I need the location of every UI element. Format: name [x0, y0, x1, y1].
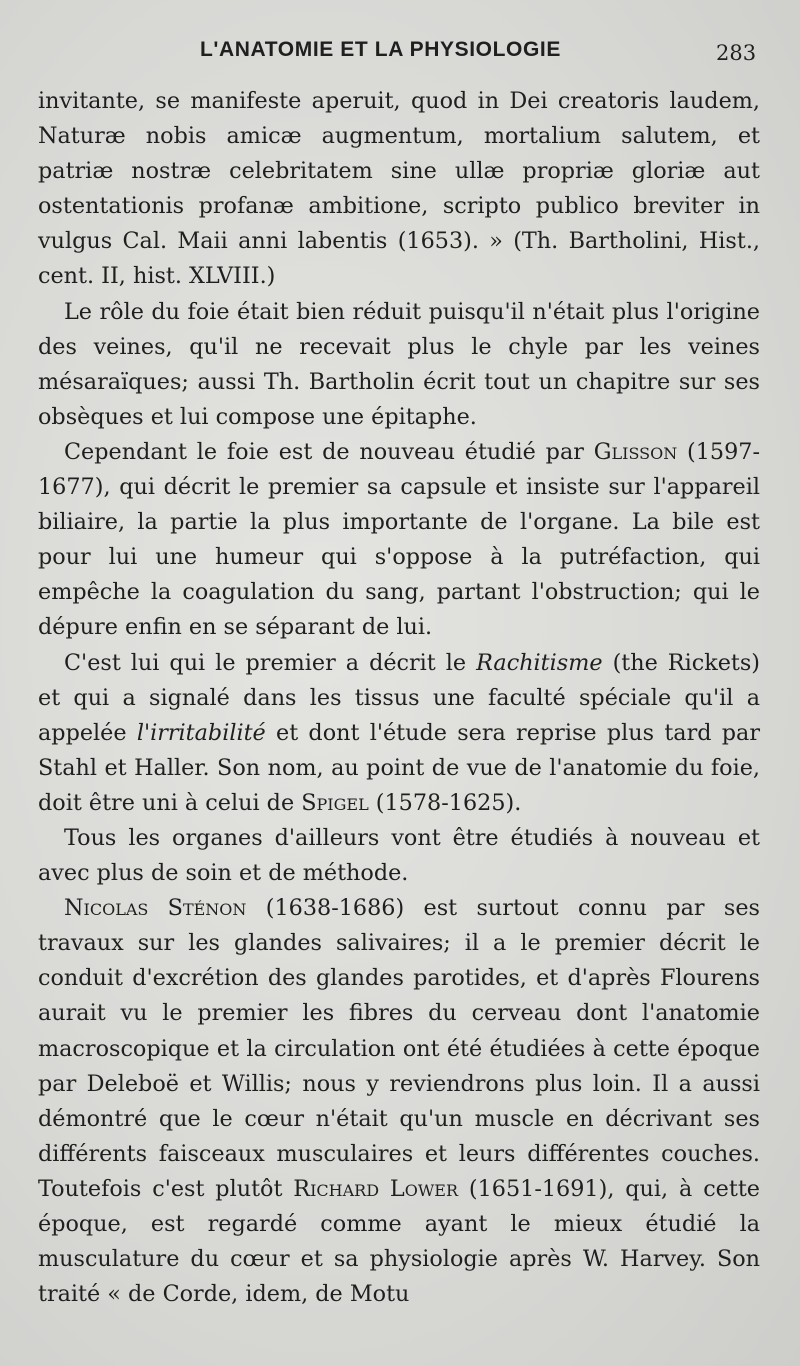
body-text — [38, 84, 760, 1312]
paragraph-4-text-a: C'est lui qui le premier a décrit le — [64, 649, 477, 676]
paragraph-4 — [38, 646, 760, 821]
paragraph-4-text-b: (the Rickets) et qui a signalé dans les tissus une faculté spéciale qu'il a appelée — [38, 649, 760, 746]
paragraph-2-text: Le rôle du foie était bien réduit puisqu'il n'était plus l'origine des veines, qu'il ne recevait plus le chyle par les veines mésaraïques; aussi Th. Bartholin écrit tout un chapitre sur ses obsèques et lui compose une épitaphe. — [38, 298, 760, 430]
paragraph-3 — [38, 435, 760, 646]
paragraph-2 — [38, 295, 760, 435]
paragraph-1-text: invitante, se manifeste aperuit, quod in Dei creatoris laudem, Naturæ nobis amicæ augmentum, mortalium salutem, et patriæ nostræ celebritatem sine ullæ propriæ gloriæ aut ostentationis profanæ ambitione, scripto publico breviter in vulgus Cal. Maii anni labentis (1653). » (Th. Bartholini, Hist., cent. II, hist. XLVIII.) — [38, 88, 760, 290]
paragraph-6-text-a: (1638-1686) est surtout connu par ses travaux sur les glandes salivaires; il a le premier décrit le conduit d'excrétion des glandes parotides, et d'après Flourens aurait vu le premier les fibres du cerveau dont l'anatomie macroscopique et la circulation ont été étudiées à cette époque par Deleboë et Willis; nous y reviendrons plus loin. Il a aussi démontré que le cœur n'était qu'un muscle en décrivant ses différents faisceaux musculaires et leurs différentes couches. Toutefois c'est plutôt — [38, 895, 760, 1202]
paragraph-5 — [38, 821, 760, 891]
paragraph-3-text-b: (1597-1677), qui décrit le premier sa capsule et insiste sur l'appareil biliaire, la partie la plus importante de l'organe. La bile est pour lui une humeur qui s'oppose à la putréfaction, qui empêche la coagulation du sang, partant l'obstruction; qui le dépure enfin en se séparant de lui. — [38, 438, 760, 641]
author-name-glisson: Glisson — [593, 438, 678, 465]
paragraph-4-text-c: et dont l'étude sera reprise plus tard par Stahl et Haller. Son nom, au point de vue de l'anatomie du foie, doit être uni à celui de — [38, 719, 760, 816]
italic-term-irritabilite: l'irritabilité — [136, 719, 266, 746]
paragraph-4-text-d: (1578-1625). — [368, 789, 522, 816]
italic-term-rachitisme: Rachitisme — [476, 649, 603, 676]
page-number: 283 — [716, 41, 757, 65]
paragraph-6 — [38, 891, 760, 1312]
author-name-stenon: Nicolas Sténon — [64, 895, 247, 922]
author-name-lower: Richard Lower — [293, 1175, 459, 1202]
paragraph-1 — [38, 84, 760, 295]
paragraph-5-text: Tous les organes d'ailleurs vont être étudiés à nouveau et avec plus de soin et de méthode. — [38, 824, 760, 887]
page-header — [0, 38, 800, 68]
running-title: L'ANATOMIE ET LA PHYSIOLOGIE — [200, 38, 561, 61]
paragraph-6-text-b: (1651-1691), qui, à cette époque, est regardé comme ayant le mieux étudié la musculature du cœur et sa physiologie après W. Harvey. Son traité « de Corde, idem, de Motu — [38, 1175, 760, 1308]
paragraph-3-text-a: Cependant le foie est de nouveau étudié par — [64, 438, 594, 465]
author-name-spigel: Spigel — [301, 789, 369, 816]
